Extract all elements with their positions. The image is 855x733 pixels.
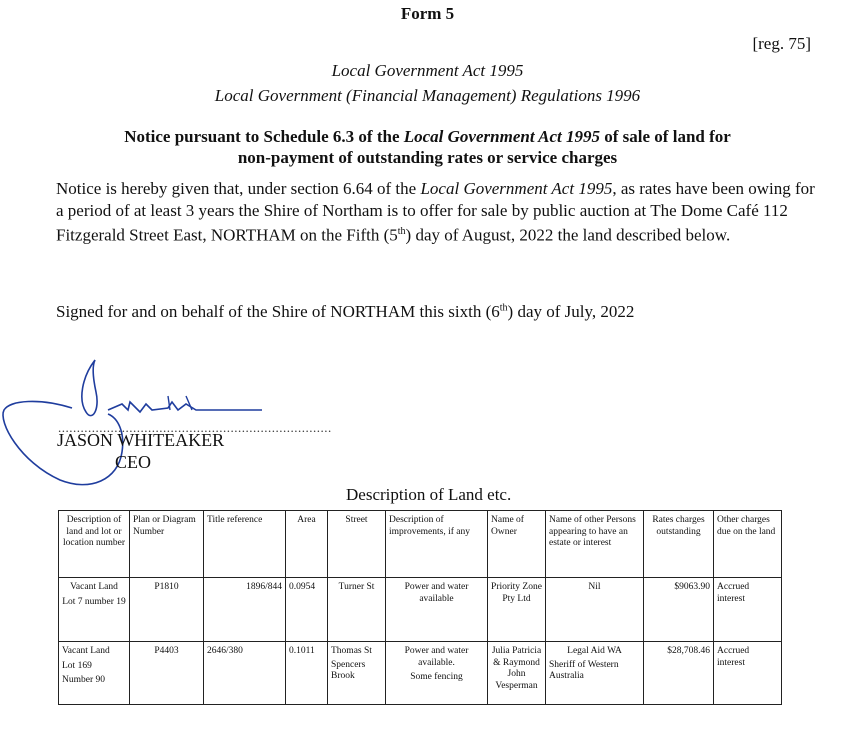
land-description-cell bbox=[59, 578, 130, 642]
owner-cell: Priority Zone Pty Ltd bbox=[488, 578, 546, 642]
regulation-reference: [reg. 75] bbox=[752, 34, 811, 53]
street-cell bbox=[328, 642, 386, 705]
land-description-table bbox=[58, 510, 782, 705]
cell-line: Vacant Land bbox=[70, 582, 118, 592]
signed-superscript: th bbox=[499, 302, 508, 314]
regulations-title: Local Government (Financial Management) Regulations 1996 bbox=[214, 86, 641, 105]
column-header: Name of other Persons appearing to have an estate or interest bbox=[546, 511, 644, 578]
cell-line: Vacant Land bbox=[62, 646, 110, 656]
column-header: Plan or Diagram Number bbox=[130, 511, 204, 578]
other-charges-cell: Accrued interest bbox=[714, 578, 782, 642]
cell-line: Number 90 bbox=[62, 675, 106, 685]
act-title: Local Government Act 1995 bbox=[331, 61, 524, 80]
signer-name: JASON WHITEAKER bbox=[57, 430, 225, 450]
land-description-heading: Description of Land etc. bbox=[346, 485, 512, 504]
heading-text-start: Notice pursuant to Schedule 6.3 of the bbox=[124, 127, 404, 146]
column-header: Other charges due on the land bbox=[714, 511, 782, 578]
cell-line: Spencers Brook bbox=[331, 659, 366, 681]
cell-line: Lot 7 number 19 bbox=[62, 596, 126, 607]
cell-line: Nil bbox=[588, 582, 601, 592]
column-header: Description of land and lot or location number bbox=[59, 511, 130, 578]
signed-text-end: ) day of July, 2022 bbox=[507, 302, 635, 321]
cell-line: Sheriff of Western Australia bbox=[549, 659, 619, 681]
plan-cell: P1810 bbox=[130, 578, 204, 642]
cell-line: Lot 169 bbox=[62, 660, 92, 671]
heading-text-end: of sale of land for bbox=[600, 127, 731, 146]
cell-line: Legal Aid WA bbox=[567, 646, 622, 656]
improvements-cell bbox=[386, 642, 488, 705]
column-header: Area bbox=[286, 511, 328, 578]
cell-line: Some fencing bbox=[410, 672, 463, 682]
notice-paragraph bbox=[56, 178, 816, 246]
cell-line: Thomas St bbox=[331, 646, 372, 656]
area-cell: 0.1011 bbox=[286, 642, 328, 705]
plan-cell: P4403 bbox=[130, 642, 204, 705]
cell-line: Power and water available bbox=[404, 582, 469, 604]
column-header: Street bbox=[328, 511, 386, 578]
rates-cell: $28,708.46 bbox=[644, 642, 714, 705]
notice-text-1: Notice is hereby given that, under section 6.64 of the bbox=[56, 179, 421, 198]
signed-line bbox=[56, 302, 634, 322]
owner-cell: Julia Patricia & Raymond John Vesperman bbox=[488, 642, 546, 705]
cell-line: Turner St bbox=[338, 582, 375, 592]
column-header: Rates charges outstanding bbox=[644, 511, 714, 578]
signature-line: ......................................................................... bbox=[58, 420, 332, 435]
table-row bbox=[59, 578, 782, 642]
title-cell: 1896/844 bbox=[204, 578, 286, 642]
notice-text-2: , as rates have been owing for a period of at least 3 years the Shire of Northam is to offer for sale by public auction at The Dome Café 112 Fitzgerald Street East, NORTHAM on the Fifth (5 bbox=[56, 179, 815, 245]
area-cell: 0.0954 bbox=[286, 578, 328, 642]
column-header: Title reference bbox=[204, 511, 286, 578]
column-header: Description of improvements, if any bbox=[386, 511, 488, 578]
signed-text-start: Signed for and on behalf of the Shire of NORTHAM this sixth (6 bbox=[56, 302, 500, 321]
heading-line-2: non-payment of outstanding rates or service charges bbox=[237, 148, 618, 167]
table-header-row bbox=[59, 511, 782, 578]
notice-text-3: ) day of August, 2022 the land described below. bbox=[405, 225, 731, 245]
improvements-cell bbox=[386, 578, 488, 642]
heading-act-name: Local Government Act 1995 bbox=[403, 127, 601, 146]
other-persons-cell bbox=[546, 642, 644, 705]
signer-role: CEO bbox=[115, 452, 151, 472]
other-charges-cell: Accrued interest bbox=[714, 642, 782, 705]
form-title: Form 5 bbox=[400, 4, 455, 23]
other-persons-cell bbox=[546, 578, 644, 642]
land-description-cell bbox=[59, 642, 130, 705]
street-cell bbox=[328, 578, 386, 642]
notice-act-name: Local Government Act 1995 bbox=[420, 179, 613, 198]
rates-cell: $9063.90 bbox=[644, 578, 714, 642]
notice-superscript: th bbox=[397, 226, 406, 237]
notice-heading bbox=[0, 126, 855, 168]
table-row bbox=[59, 642, 782, 705]
cell-line: Power and water available. bbox=[404, 646, 469, 668]
column-header: Name of Owner bbox=[488, 511, 546, 578]
title-cell: 2646/380 bbox=[204, 642, 286, 705]
